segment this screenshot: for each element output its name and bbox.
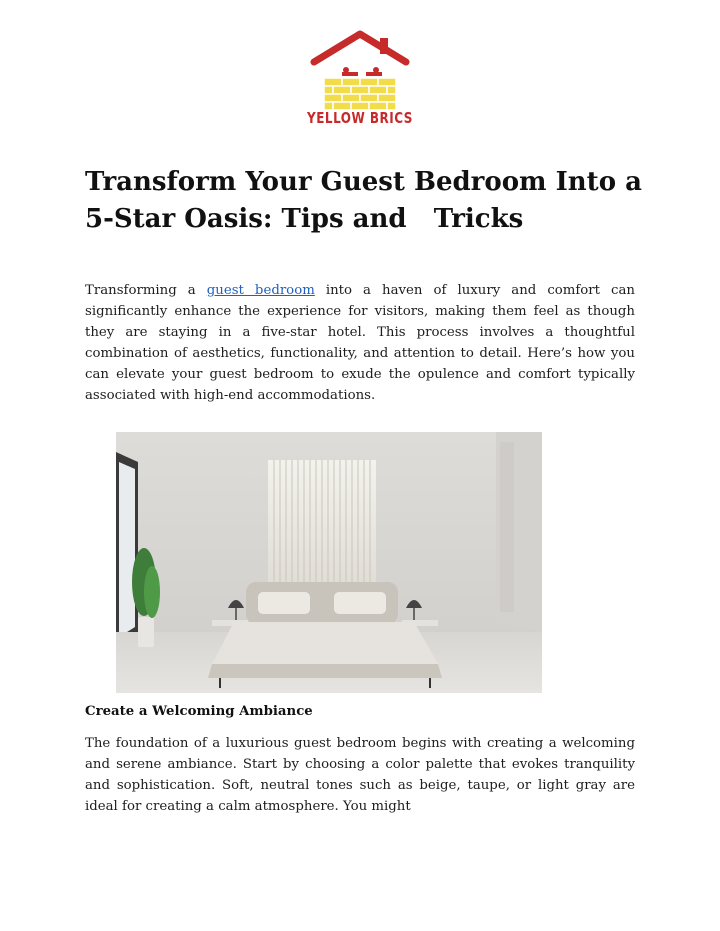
article-title: Transform Your Guest Bedroom Into a 5-Star Oasis: Tips and Tricks [85, 167, 651, 234]
house-logo-icon [306, 28, 414, 112]
section-heading-welcoming-ambiance: Create a Welcoming Ambiance [85, 704, 313, 719]
section-paragraph: The foundation of a luxurious guest bedroom begins with creating a welcoming and serene ambiance. Start by choosing a color palette that evokes tranquility and sophistication. Soft, neutral tones such as beige, taupe, or light gray are ideal for creating a calm atmosphere. You might [85, 736, 635, 814]
intro-paragraph [85, 281, 635, 406]
intro-text-start: Transforming a [85, 283, 207, 298]
bedroom-photo [116, 432, 542, 693]
guest-bedroom-link[interactable]: guest bedroom [206, 283, 315, 298]
intro-text-end: into a haven of luxury and comfort can significantly enhance the experience for visitors, making them feel as though they are staying in a five-star hotel. This process involves a thoughtful combination of aesthetics, functionality, and attention to detail. Here’s how you can elevate your guest bedroom to exude the opulence and comfort typically associated with high-end accommodations. [85, 283, 635, 403]
brand-name: YELLOW BRICS [307, 109, 413, 127]
